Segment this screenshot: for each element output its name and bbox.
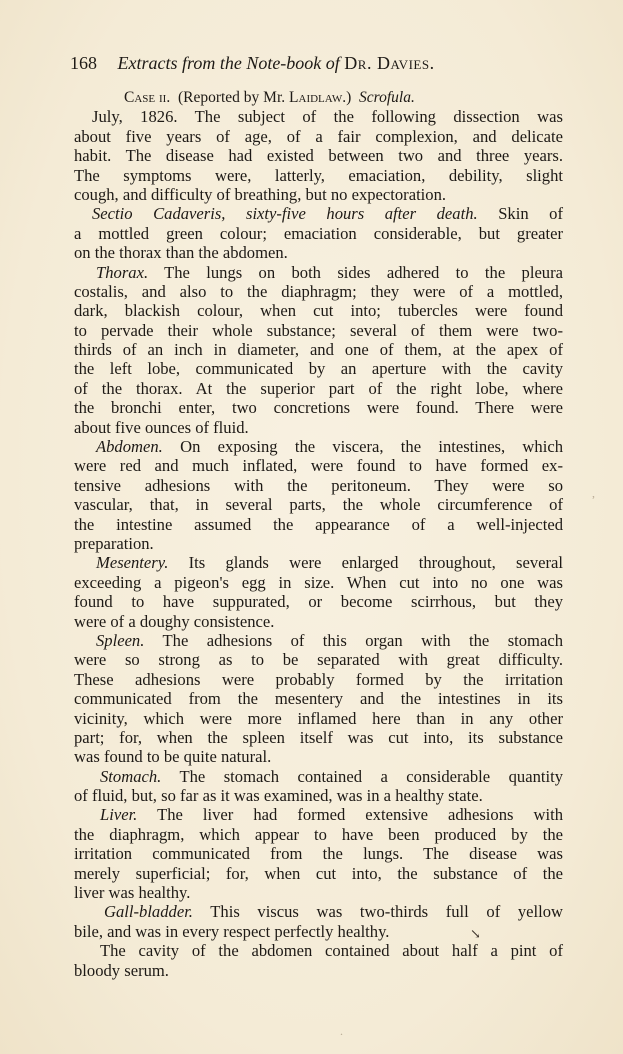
section-heading: Sectio Cadaveris, sixty-five hours after death. [92, 204, 478, 224]
text-line [74, 902, 563, 921]
case-heading [74, 88, 563, 107]
text-line-rest: The adhesions of this organ with the stomach [144, 630, 563, 650]
text-line [74, 204, 563, 223]
text-line [74, 437, 563, 456]
text-line: was found to be quite natural. [74, 747, 272, 767]
section-heading: Abdomen. [96, 437, 163, 457]
section-heading: Stomach. [100, 766, 162, 786]
text-line: were red and much inflated, were found to have formed ex- [74, 456, 563, 476]
text-line: bile, and was in every respect perfectly healthy. [74, 921, 390, 941]
margin-speck: ↘ [470, 926, 481, 941]
text-line: exceeding a pigeon's egg in size. When cut into no one was [74, 572, 563, 592]
text-line-rest: The lungs on both sides adhered to the pleura [148, 262, 563, 282]
text-line: July, 1826. The subject of the following dissection was [92, 107, 563, 127]
case-reported: (Reported by Mr. [177, 89, 290, 106]
section-heading: Thorax. [96, 262, 149, 282]
running-title-name: Dr. Davies. [344, 53, 435, 73]
text-line: a mottled green colour; emaciation considerable, but greater [74, 223, 563, 243]
running-title: Extracts from the Note-book of [117, 53, 340, 73]
text-line: The symptoms were, latterly, emaciation, debility, slight [74, 165, 563, 185]
margin-speck: , [592, 486, 595, 500]
text-line: tensive adhesions with the peritoneum. They were so [74, 475, 563, 495]
text-line-rest: Skin of [477, 204, 563, 224]
text-line [74, 805, 563, 824]
text-line: liver was healthy. [74, 883, 191, 903]
text-line: were of a doughy consistence. [74, 611, 275, 631]
text-line: to pervade their whole substance; several of them were two- [74, 320, 563, 340]
text-line: vascular, that, in several parts, the whole circumference of [74, 495, 563, 515]
page-number: 168 [70, 53, 97, 73]
text-line: habit. The disease had existed between two and three years. [74, 146, 563, 166]
text-line: were so strong as to be separated with great difficulty. [74, 650, 563, 670]
text-line-rest: This viscus was two-thirds full of yellow [192, 902, 563, 922]
text-line: irritation communicated from the lungs. The disease was [74, 844, 563, 864]
section-heading: Liver. [100, 805, 138, 825]
text-line: communicated from the mesentery and the intestines in its [74, 689, 563, 709]
margin-speck: . [340, 1024, 343, 1038]
text-line: These adhesions were probably formed by the irritation [74, 669, 563, 689]
section-heading: Gall-bladder. [104, 902, 193, 922]
text-line [74, 767, 563, 786]
case-disease: Scrofula. [359, 89, 415, 106]
text-line: part; for, when the spleen itself was cut into, its substance [74, 727, 563, 747]
text-line: of fluid, but, so far as it was examined, was in a healthy state. [74, 786, 483, 806]
section-heading: Mesentery. [96, 553, 169, 573]
text-line-rest: Its glands were enlarged throughout, several [168, 553, 563, 573]
text-line [74, 631, 563, 650]
case-reported-close: ) [346, 89, 352, 106]
text-line: cough, and difficulty of breathing, but no expectoration. [74, 184, 447, 204]
text-line: of the thorax. At the superior part of the right lobe, where [74, 378, 563, 398]
running-head [70, 52, 560, 74]
text-line: thirds of an inch in diameter, and one of them, at the apex of [74, 340, 563, 360]
text-line: the intestine assumed the appearance of a well-injected [74, 514, 563, 534]
text-line-rest: The stomach contained a considerable quantity [161, 766, 563, 786]
text-line: about five ounces of fluid. [74, 417, 249, 437]
text-line: merely superficial; for, when cut into, the substance of the [74, 863, 563, 883]
text-line: costalis, and also to the diaphragm; they were of a mottled, [74, 281, 563, 301]
text-line: the diaphragm, which appear to have been produced by the [74, 824, 563, 844]
text-line: found to have suppurated, or become scirrhous, but they [74, 592, 563, 612]
text-line: the bronchi enter, two concretions were found. There were [74, 398, 563, 418]
body-text [74, 88, 563, 980]
text-line-rest: On exposing the viscera, the intestines, which [162, 437, 563, 457]
text-line: bloody serum. [74, 960, 169, 980]
case-label: Case ii. [124, 89, 171, 106]
section-heading: Spleen. [96, 630, 145, 650]
case-reporter: Laidlaw. [289, 89, 347, 106]
text-line: on the thorax than the abdomen. [74, 243, 288, 263]
text-line: about five years of age, of a fair complexion, and delicate [74, 126, 563, 146]
text-line [74, 553, 563, 572]
text-line: The cavity of the abdomen contained about half a pint of [100, 941, 563, 961]
text-line-rest: The liver had formed extensive adhesions with [137, 805, 563, 825]
text-line [74, 263, 563, 282]
text-line: vicinity, which were more inflamed here than in any other [74, 708, 563, 728]
text-line: dark, blackish colour, when cut into; tubercles were found [74, 301, 563, 321]
text-line: the left lobe, communicated by an aperture with the cavity [74, 359, 563, 379]
text-line: preparation. [74, 533, 154, 553]
